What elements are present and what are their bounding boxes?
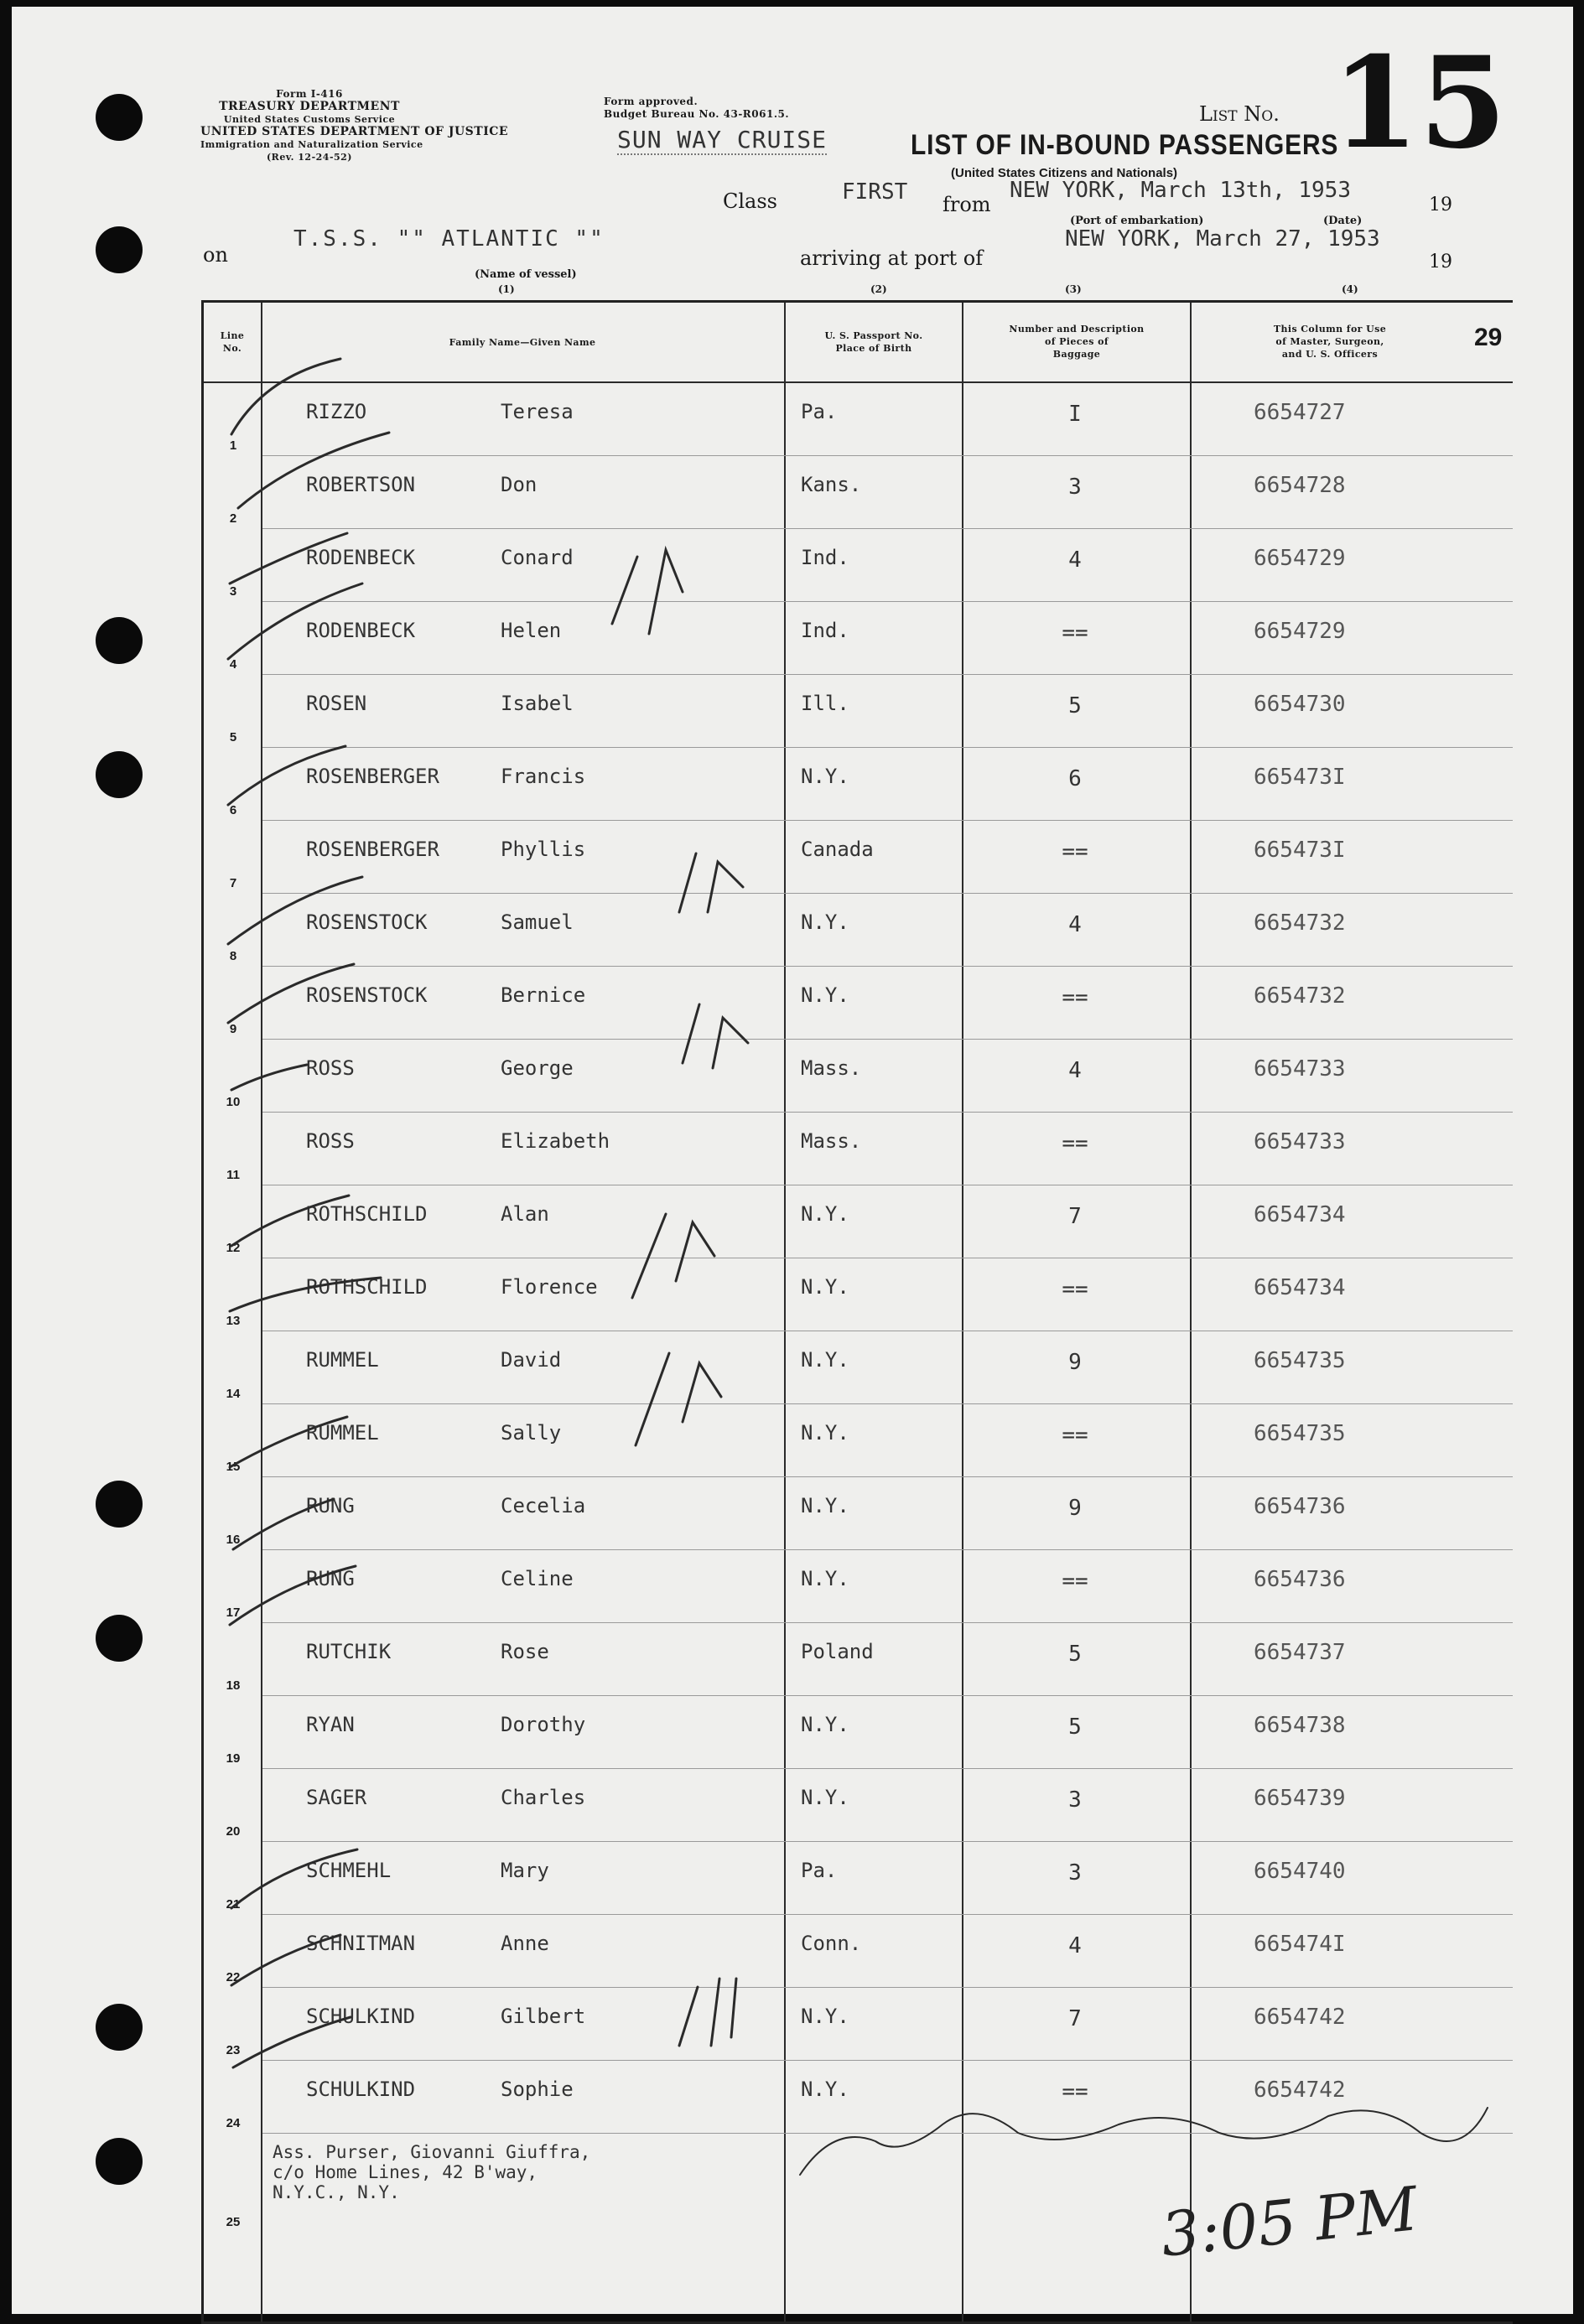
place-of-birth: Pa. — [801, 1859, 838, 1882]
baggage-count: 9 — [1068, 1350, 1082, 1375]
vessel-value: T.S.S. "" ATLANTIC "" — [293, 226, 605, 252]
given-name: Charles — [501, 1786, 586, 1809]
line-number: 20 — [226, 1824, 241, 1839]
passenger-table — [201, 300, 1513, 2324]
officer-number: 665473I — [1254, 765, 1346, 790]
given-name: Teresa — [501, 400, 574, 423]
baggage-count: 4 — [1068, 1933, 1082, 1958]
officer-number: 6654736 — [1254, 1494, 1346, 1519]
purser-line: N.Y.C., N.Y. — [273, 2182, 400, 2202]
officer-number: 6654735 — [1254, 1421, 1346, 1446]
line-number: 1 — [229, 438, 237, 453]
place-of-birth: Ind. — [801, 546, 849, 569]
from-value: NEW YORK, March 13th, 1953 — [1010, 178, 1351, 203]
col-head-name: Family Name—Given Name — [449, 337, 596, 348]
given-name: Alan — [501, 1202, 549, 1226]
baggage-count: 5 — [1068, 693, 1082, 718]
given-name: Sally — [501, 1421, 562, 1445]
given-name: Samuel — [501, 910, 574, 934]
from-year-label: 19 — [1429, 195, 1452, 215]
given-name: Dorothy — [501, 1713, 586, 1736]
baggage-count: == — [1062, 1423, 1088, 1448]
table-row — [204, 1404, 1513, 1477]
given-name: Sophie — [501, 2078, 574, 2101]
family-name: ROSENBERGER — [306, 765, 439, 788]
officer-number: 6654734 — [1254, 1275, 1346, 1300]
place-of-birth: N.Y. — [801, 2078, 849, 2101]
port-label: (Port of embarkation) — [1070, 215, 1204, 227]
time-note: 3:05 PM — [1157, 2173, 1421, 2270]
baggage-count: == — [1062, 2079, 1088, 2104]
given-name: Florence — [501, 1275, 598, 1299]
agency-header — [200, 88, 509, 163]
baggage-count: 4 — [1068, 1058, 1082, 1083]
line-number: 24 — [226, 2116, 241, 2130]
place-of-birth: N.Y. — [801, 1348, 849, 1372]
officer-number: 665474I — [1254, 1932, 1346, 1957]
baggage-count: 5 — [1068, 1642, 1082, 1667]
budget-label: Budget Bureau No. 43-R061.5. — [604, 108, 790, 120]
given-name: Elizabeth — [501, 1129, 610, 1153]
table-row — [204, 529, 1513, 602]
col1-num: (1) — [498, 283, 515, 295]
table-row — [204, 456, 1513, 529]
place-of-birth: Ind. — [801, 619, 849, 642]
line-number: 18 — [226, 1678, 241, 1693]
given-name: Cecelia — [501, 1494, 586, 1517]
table-row — [204, 748, 1513, 821]
baggage-count: == — [1062, 1131, 1088, 1156]
baggage-count: I — [1068, 402, 1082, 427]
table-row — [204, 2061, 1513, 2134]
baggage-count: 4 — [1068, 547, 1082, 573]
family-name: ROBERTSON — [306, 473, 416, 496]
officer-number: 6654742 — [1254, 2005, 1346, 2030]
class-label: Class — [723, 189, 777, 213]
officer-number: 6654732 — [1254, 983, 1346, 1009]
purser-note — [273, 2142, 590, 2202]
baggage-count: 7 — [1068, 1204, 1082, 1229]
table-row — [204, 383, 1513, 456]
line-number: 4 — [229, 657, 237, 672]
family-name: ROSS — [306, 1056, 355, 1080]
page-subtitle: (United States Citizens and Nationals) — [951, 166, 1178, 180]
col-head-passport: U. S. Passport No. Place of Birth — [824, 330, 923, 354]
family-name: RUMMEL — [306, 1348, 379, 1372]
list-no-label: List No. — [1199, 102, 1280, 126]
officer-number: 665473I — [1254, 838, 1346, 863]
table-row — [204, 1769, 1513, 1842]
line-number: 7 — [229, 876, 237, 890]
officer-number: 6654740 — [1254, 1859, 1346, 1884]
line-number: 11 — [226, 1168, 240, 1182]
officer-number: 6654742 — [1254, 2078, 1346, 2103]
table-row — [204, 821, 1513, 894]
place-of-birth: Conn. — [801, 1932, 862, 1955]
place-of-birth: N.Y. — [801, 765, 849, 788]
family-name: ROSENSTOCK — [306, 983, 428, 1007]
officer-number: 6654729 — [1254, 546, 1346, 571]
family-name: SCHULKIND — [306, 2005, 416, 2028]
table-row — [204, 1696, 1513, 1769]
ins-label: Immigration and Naturalization Service — [200, 139, 423, 150]
baggage-count: 9 — [1068, 1496, 1082, 1521]
class-value: FIRST — [842, 179, 908, 205]
family-name: ROSS — [306, 1129, 355, 1153]
given-name: Mary — [501, 1859, 549, 1882]
justice-label: UNITED STATES DEPARTMENT OF JUSTICE — [200, 125, 509, 138]
cruise-name: SUN WAY CRUISE — [617, 126, 828, 153]
given-name: Rose — [501, 1640, 549, 1663]
line-number: 8 — [229, 949, 237, 963]
family-name: ROSEN — [306, 692, 367, 715]
place-of-birth: N.Y. — [801, 1567, 849, 1590]
given-name: Phyllis — [501, 838, 586, 861]
place-of-birth: Pa. — [801, 400, 838, 423]
treasury-label: TREASURY DEPARTMENT — [219, 100, 400, 113]
place-of-birth: N.Y. — [801, 1421, 849, 1445]
table-row — [204, 894, 1513, 967]
form-number: Form I-416 — [276, 88, 343, 100]
line-number: 25 — [226, 2215, 241, 2229]
on-label: on — [203, 243, 228, 267]
punch-hole — [96, 94, 143, 141]
table-row — [204, 1842, 1513, 1915]
officer-number: 6654733 — [1254, 1129, 1346, 1154]
place-of-birth: N.Y. — [801, 1786, 849, 1809]
approved-label: Form approved. — [604, 96, 699, 107]
baggage-count: == — [1062, 620, 1088, 646]
family-name: SCHMEHL — [306, 1859, 392, 1882]
family-name: ROTHSCHILD — [306, 1275, 428, 1299]
col-head-officers: This Column for Use of Master, Surgeon, and U. S. Officers — [1273, 324, 1387, 360]
officer-number: 6654736 — [1254, 1567, 1346, 1592]
line-number: 22 — [226, 1970, 241, 1984]
baggage-count: == — [1062, 985, 1088, 1010]
vessel-label: (Name of vessel) — [475, 268, 577, 281]
given-name: Isabel — [501, 692, 574, 715]
given-name: Bernice — [501, 983, 586, 1007]
line-number: 14 — [226, 1387, 241, 1401]
punch-hole — [96, 1615, 143, 1662]
col-head-line-no: Line No. — [220, 330, 245, 354]
baggage-count: == — [1062, 1569, 1088, 1594]
punch-hole — [96, 2004, 143, 2051]
table-row — [204, 1477, 1513, 1550]
table-row — [204, 967, 1513, 1040]
table-row — [204, 1113, 1513, 1185]
punch-hole — [96, 617, 143, 664]
family-name: RUTCHIK — [306, 1640, 392, 1663]
punch-hole — [96, 1481, 143, 1528]
place-of-birth: Mass. — [801, 1129, 862, 1153]
officer-number: 6654737 — [1254, 1640, 1346, 1665]
line-number: 13 — [226, 1314, 241, 1328]
col4-num: (4) — [1342, 283, 1358, 295]
form-sheet — [12, 7, 1573, 2314]
officer-number: 6654727 — [1254, 400, 1346, 425]
given-name: Gilbert — [501, 2005, 586, 2028]
family-name: RUMMEL — [306, 1421, 379, 1445]
list-number: 15 — [1332, 29, 1507, 177]
family-name: ROSENSTOCK — [306, 910, 428, 934]
table-row — [204, 1185, 1513, 1258]
family-name: RYAN — [306, 1713, 355, 1736]
place-of-birth: Poland — [801, 1640, 874, 1663]
line-number: 9 — [229, 1022, 237, 1036]
baggage-count: 3 — [1068, 1787, 1082, 1813]
line-number: 2 — [229, 511, 237, 526]
given-name: Helen — [501, 619, 562, 642]
table-row — [204, 1915, 1513, 1988]
punch-hole — [96, 226, 143, 273]
col-head-baggage: Number and Description of Pieces of Baggage — [1009, 324, 1145, 360]
officer-number: 6654734 — [1254, 1202, 1346, 1227]
place-of-birth: Mass. — [801, 1056, 862, 1080]
col2-num: (2) — [870, 283, 887, 295]
arrival-value: NEW YORK, March 27, 1953 — [1065, 226, 1380, 252]
line-number: 17 — [226, 1606, 241, 1620]
table-row — [204, 1040, 1513, 1113]
officer-number: 6654730 — [1254, 692, 1346, 717]
officer-number: 6654728 — [1254, 473, 1346, 498]
page-title: LIST OF IN-BOUND PASSENGERS — [911, 129, 1339, 161]
table-row — [204, 1623, 1513, 1696]
from-label: from — [943, 193, 991, 216]
officer-number: 6654739 — [1254, 1786, 1346, 1811]
officer-number: 6654733 — [1254, 1056, 1346, 1082]
arriving-label: arriving at port of — [800, 246, 984, 270]
given-name: David — [501, 1348, 562, 1372]
line-number: 12 — [226, 1241, 241, 1255]
officer-number: 6654729 — [1254, 619, 1346, 644]
punch-hole — [96, 2138, 143, 2185]
line-number: 21 — [226, 1897, 241, 1912]
officer-number: 6654735 — [1254, 1348, 1346, 1373]
baggage-count: 4 — [1068, 912, 1082, 937]
table-row — [204, 675, 1513, 748]
purser-line: c/o Home Lines, 42 B'way, — [273, 2162, 538, 2182]
line-number: 10 — [226, 1095, 241, 1109]
family-name: RUNG — [306, 1567, 355, 1590]
given-name: Anne — [501, 1932, 549, 1955]
line-number: 19 — [226, 1751, 241, 1766]
line-number: 15 — [226, 1460, 241, 1474]
place-of-birth: N.Y. — [801, 983, 849, 1007]
baggage-count: 3 — [1068, 1860, 1082, 1886]
family-name: RIZZO — [306, 400, 367, 423]
given-name: Celine — [501, 1567, 574, 1590]
place-of-birth: N.Y. — [801, 1275, 849, 1299]
given-name: Don — [501, 473, 538, 496]
family-name: ROSENBERGER — [306, 838, 439, 861]
family-name: SAGER — [306, 1786, 367, 1809]
place-of-birth: N.Y. — [801, 1713, 849, 1736]
customs-label: United States Customs Service — [223, 114, 396, 125]
arrival-year-label: 19 — [1429, 252, 1452, 272]
baggage-count: == — [1062, 839, 1088, 864]
place-of-birth: N.Y. — [801, 910, 849, 934]
table-row — [204, 602, 1513, 675]
given-name: Conard — [501, 546, 574, 569]
family-name: ROTHSCHILD — [306, 1202, 428, 1226]
table-row — [204, 1550, 1513, 1623]
family-name: SCHULKIND — [306, 2078, 416, 2101]
line-number: 3 — [229, 584, 237, 599]
family-name: RODENBECK — [306, 619, 416, 642]
table-row — [204, 1331, 1513, 1404]
baggage-count: 3 — [1068, 475, 1082, 500]
baggage-count: 7 — [1068, 2006, 1082, 2031]
page-number: 29 — [1474, 324, 1503, 351]
approval-block — [604, 96, 789, 121]
given-name: Francis — [501, 765, 586, 788]
line-number: 5 — [229, 730, 237, 744]
place-of-birth: N.Y. — [801, 1202, 849, 1226]
date-label: (Date) — [1323, 215, 1363, 227]
given-name: George — [501, 1056, 574, 1080]
purser-line: Ass. Purser, Giovanni Giuffra, — [273, 2142, 591, 2162]
family-name: SCHNITMAN — [306, 1932, 416, 1955]
revision-label: (Rev. 12-24-52) — [266, 152, 353, 163]
line-number: 23 — [226, 2043, 241, 2057]
baggage-count: 5 — [1068, 1714, 1082, 1740]
baggage-count: == — [1062, 1277, 1088, 1302]
line-number: 6 — [229, 803, 237, 817]
officer-number: 6654738 — [1254, 1713, 1346, 1738]
place-of-birth: Kans. — [801, 473, 862, 496]
place-of-birth: N.Y. — [801, 2005, 849, 2028]
place-of-birth: Ill. — [801, 692, 849, 715]
family-name: RODENBECK — [306, 546, 416, 569]
place-of-birth: Canada — [801, 838, 874, 861]
col3-num: (3) — [1065, 283, 1082, 295]
punch-hole — [96, 751, 143, 798]
table-row — [204, 1988, 1513, 2061]
baggage-count: 6 — [1068, 766, 1082, 791]
line-number: 16 — [226, 1533, 241, 1547]
officer-number: 6654732 — [1254, 910, 1346, 936]
table-row — [204, 1258, 1513, 1331]
family-name: RUNG — [306, 1494, 355, 1517]
place-of-birth: N.Y. — [801, 1494, 849, 1517]
